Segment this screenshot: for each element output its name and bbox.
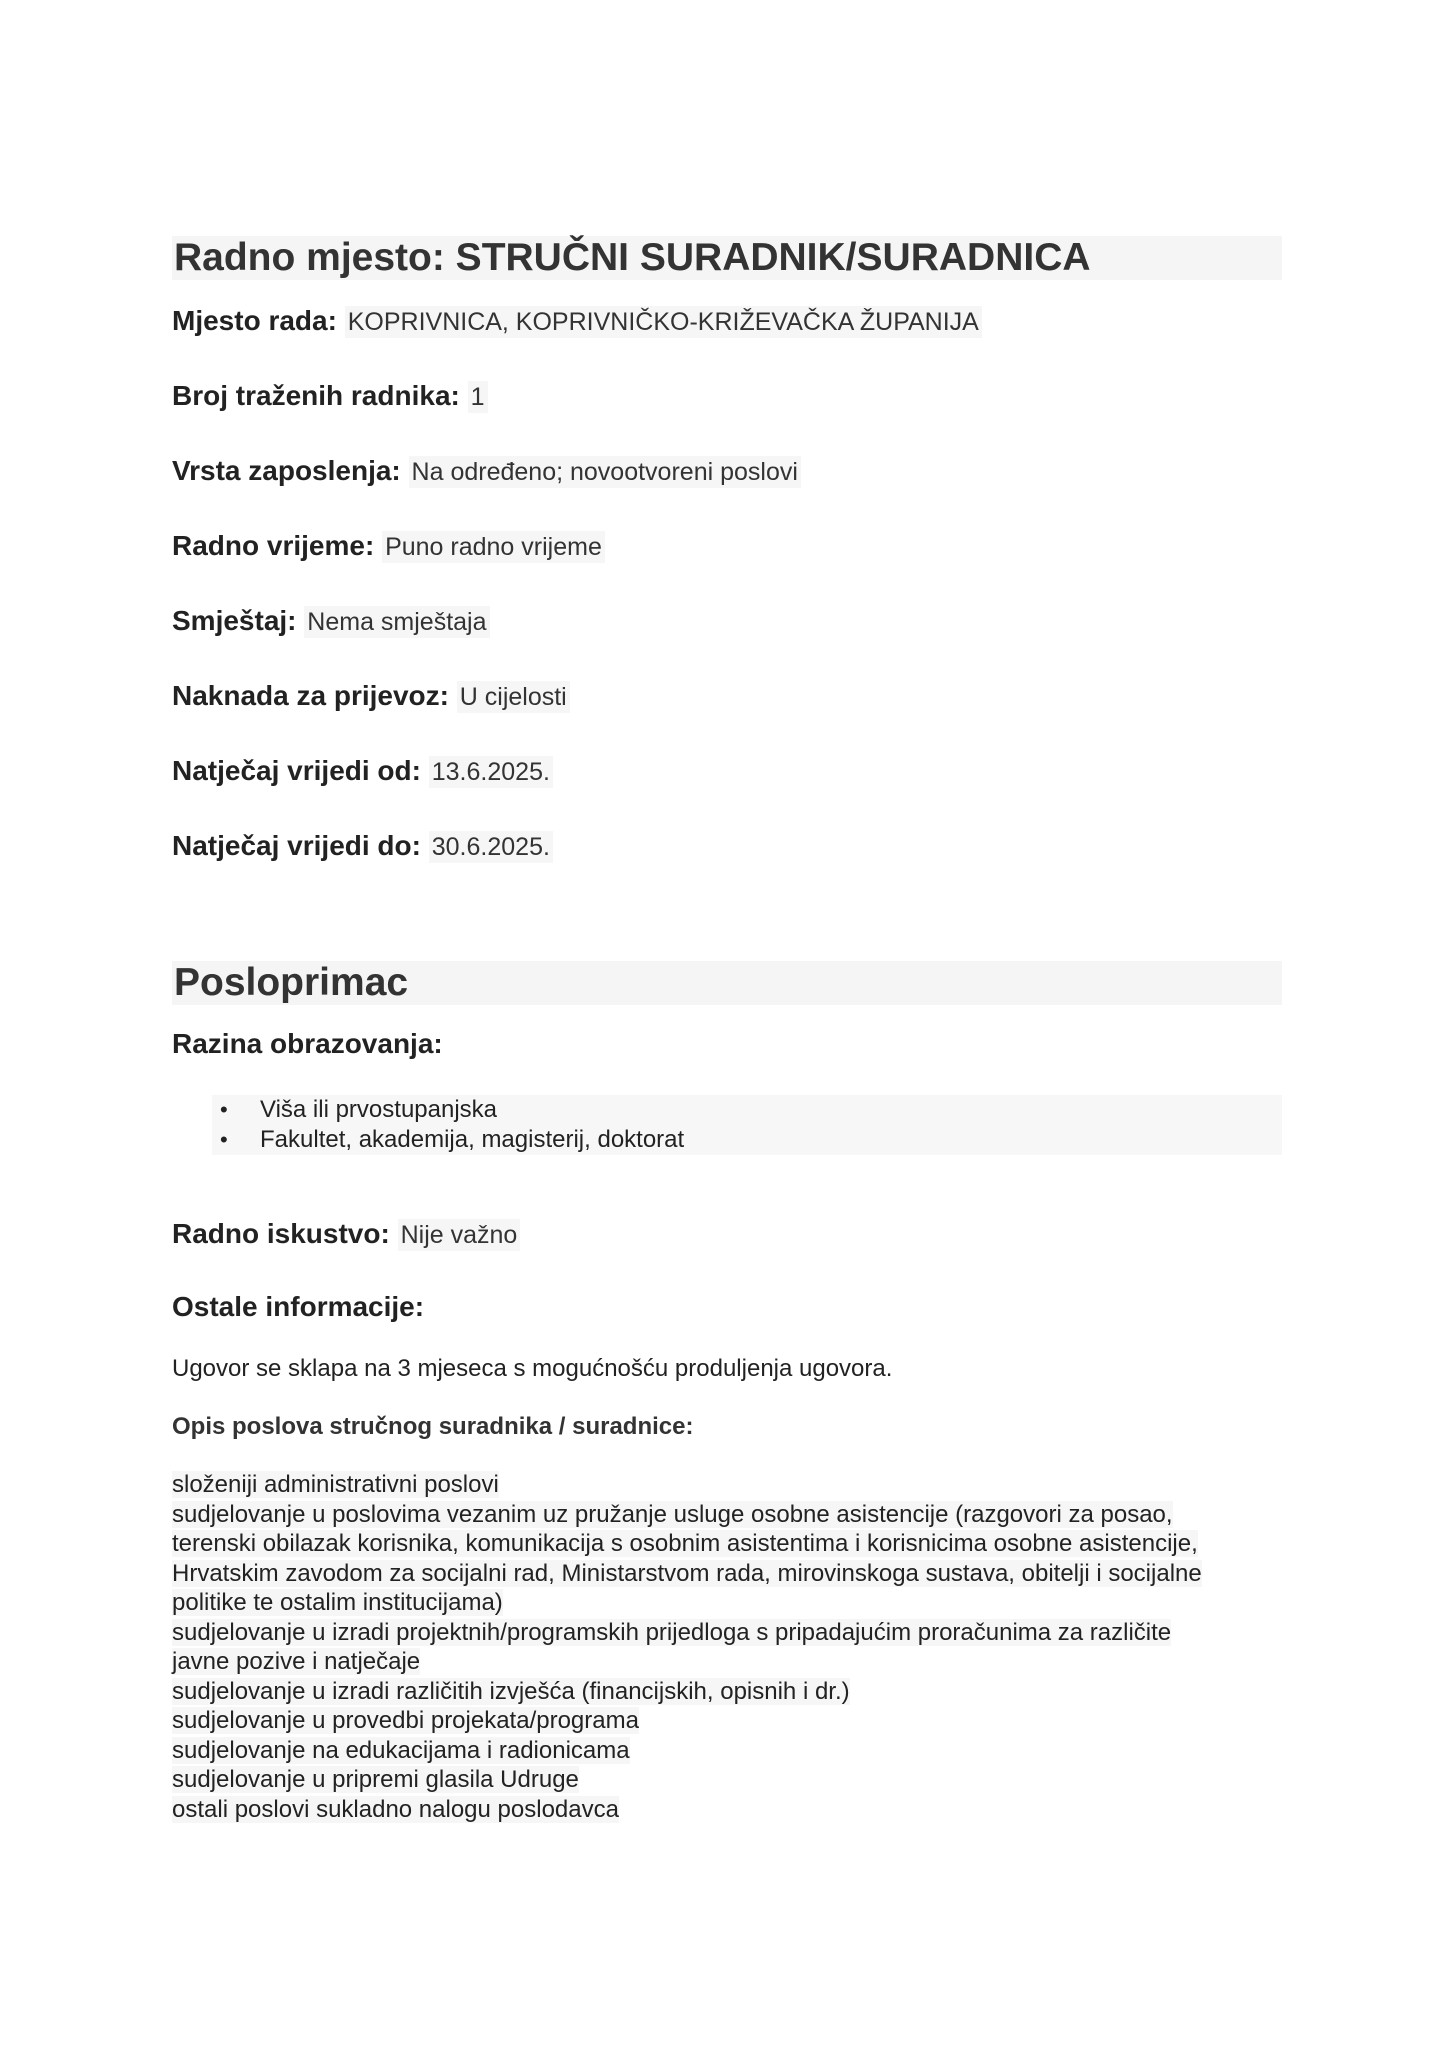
list-item: • Fakultet, akademija, magisterij, doktorat [220, 1126, 685, 1153]
contract-text: Ugovor se sklapa na 3 mjeseca s mogućnošću produljenja ugovora. [172, 1355, 893, 1382]
duties-list [172, 1470, 1282, 1824]
duty-line: sudjelovanje u izradi projektnih/programskih prijedloga s pripadajućim proračunima za različite [172, 1618, 1172, 1646]
duty-line: sudjelovanje u izradi različitih izvješća (financijskih, opisnih i dr.) [172, 1677, 850, 1705]
field-value: 30.6.2025. [429, 831, 553, 863]
field-accommodation [172, 604, 1282, 638]
field-workers-count [172, 379, 1282, 413]
field-work-experience [172, 1217, 1282, 1251]
field-value: KOPRIVNICA, KOPRIVNIČKO-KRIŽEVAČKA ŽUPANIJA [345, 306, 982, 338]
bullet-icon: • [220, 1127, 228, 1152]
field-label: Natječaj vrijedi od: [172, 755, 421, 786]
field-valid-to [172, 829, 1282, 863]
field-label: Natječaj vrijedi do: [172, 830, 421, 861]
field-label: Naknada za prijevoz: [172, 680, 449, 711]
field-value: Nema smještaja [304, 606, 489, 638]
field-label: Smještaj: [172, 605, 297, 636]
other-info-label: Ostale informacije: [172, 1291, 425, 1322]
education-list [212, 1095, 1282, 1155]
field-value: U cijelosti [457, 681, 570, 713]
duty-line: terenski obilazak korisnika, komunikacija s osobnim asistentima i korisnicima osobne asistencije, [172, 1530, 1198, 1557]
field-value: 13.6.2025. [429, 756, 553, 788]
field-employment-type [172, 454, 1282, 488]
field-work-location [172, 304, 1282, 338]
duty-line: politike te ostalim institucijama) [172, 1589, 503, 1616]
duty-line: ostali poslovi sukladno nalogu poslodavca [172, 1795, 619, 1823]
field-value: Na određeno; novootvoreni poslovi [409, 456, 801, 488]
field-valid-from [172, 754, 1282, 788]
field-transport-allowance [172, 679, 1282, 713]
field-value: 1 [468, 381, 488, 413]
field-label: Radno vrijeme: [172, 530, 375, 561]
document-page [172, 236, 1282, 1824]
duty-line: Hrvatskim zavodom za socijalni rad, Ministarstvom rada, mirovinskoga sustava, obitelji i socijalne [172, 1559, 1202, 1587]
field-value: Puno radno vrijeme [382, 531, 605, 563]
duty-line: sudjelovanje u pripremi glasila Udruge [172, 1766, 579, 1793]
job-title-heading: Radno mjesto: STRUČNI SURADNIK/SURADNICA [172, 236, 1282, 280]
duty-line: sudjelovanje u provedbi projekata/programa [172, 1707, 639, 1734]
list-item: • Viša ili prvostupanjska [220, 1096, 498, 1123]
duty-line: sudjelovanje na edukacijama i radionicama [172, 1736, 630, 1764]
field-label: Mjesto rada: [172, 305, 337, 336]
duty-line: složeniji administrativni poslovi [172, 1471, 499, 1498]
field-label: Radno iskustvo: [172, 1218, 390, 1249]
field-label: Vrsta zaposlenja: [172, 455, 401, 486]
duties-heading: Opis poslova stručnog suradnika / suradnice: [172, 1413, 694, 1440]
field-working-hours [172, 529, 1282, 563]
field-value: Nije važno [398, 1219, 521, 1251]
education-level-label: Razina obrazovanja: [172, 1028, 443, 1059]
employee-section-heading: Posloprimac [172, 961, 1282, 1005]
bullet-icon: • [220, 1097, 228, 1122]
duty-line: javne pozive i natječaje [172, 1648, 421, 1675]
duty-line: sudjelovanje u poslovima vezanim uz pružanje usluge osobne asistencije (razgovori za posao, [172, 1500, 1173, 1528]
field-label: Broj traženih radnika: [172, 380, 460, 411]
